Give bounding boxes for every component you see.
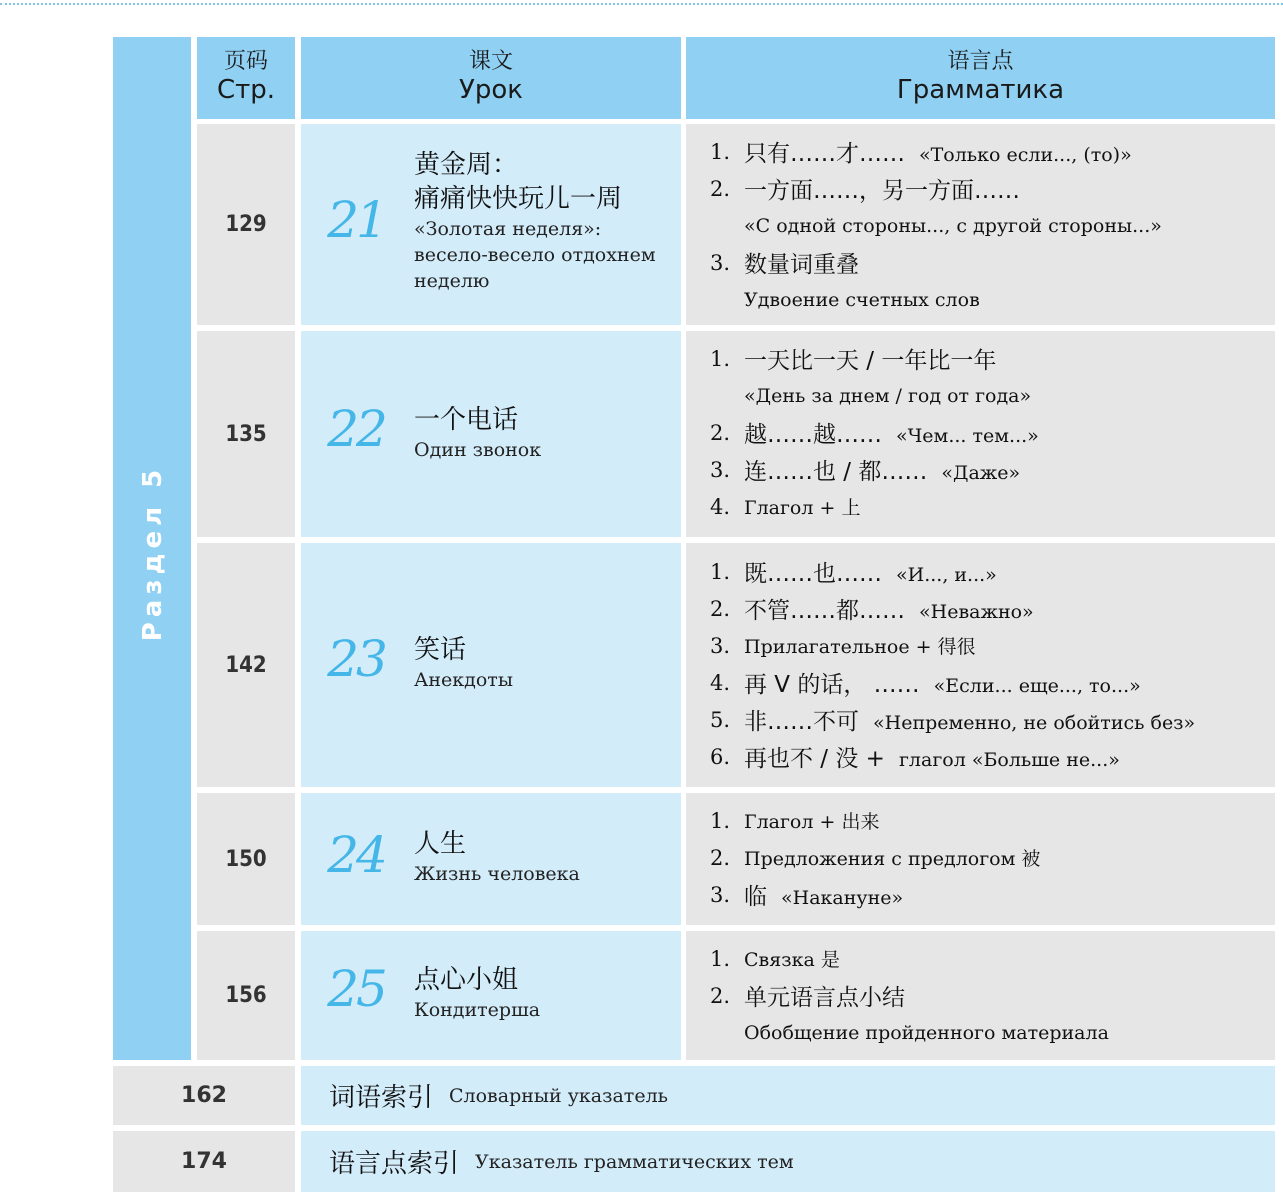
- grammar-cell: [686, 124, 1275, 325]
- grammar-translation: Удвоение счетных слов: [744, 288, 980, 311]
- grammar-index-row[interactable]: [301, 1131, 1275, 1192]
- lesson-row-23[interactable]: [301, 543, 681, 787]
- lesson-row-24[interactable]: [301, 793, 681, 925]
- header-grammar: [686, 37, 1275, 119]
- lesson-title-zh: 痛痛快快玩儿一周: [414, 184, 623, 214]
- grammar-num: 2.: [710, 983, 731, 1008]
- grammar-item: [710, 340, 1265, 377]
- grammar-translation: «С одной стороны..., с другой стороны...»: [744, 214, 1162, 237]
- grammar-item: [710, 627, 1265, 664]
- lesson-title-ru: Анекдоты: [414, 669, 513, 691]
- grammar-ru: «Неважно»: [919, 601, 1034, 623]
- grammar-zh: 一方面……，另一方面……: [744, 178, 1020, 204]
- grammar-item: [710, 170, 1265, 207]
- grammar-ru: Предложения с предлогом 被: [744, 848, 1041, 870]
- grammar-zh: 再也不 / 没 +: [744, 746, 885, 772]
- grammar-num: 1.: [710, 559, 731, 584]
- lesson-number: 25: [327, 960, 385, 1018]
- grammar-cell: [686, 331, 1275, 537]
- index-page-number[interactable]: 162: [113, 1066, 295, 1125]
- grammar-num: 1.: [710, 139, 731, 164]
- lesson-title-zh: 笑话: [414, 635, 467, 665]
- grammar-ru: Связка 是: [744, 949, 840, 971]
- lesson-number: 23: [327, 630, 385, 688]
- grammar-item: [710, 451, 1265, 488]
- page-number[interactable]: 156: [197, 931, 295, 1060]
- header-page: [197, 37, 295, 119]
- grammar-ru: «Непременно, не обойтись без»: [873, 712, 1196, 734]
- grammar-ru: Глагол + 出来: [744, 811, 880, 833]
- grammar-zh: 非……不可: [744, 709, 859, 735]
- header-lesson-zh: 课文: [468, 49, 513, 74]
- header-grammar-zh: 语言点: [947, 49, 1014, 74]
- grammar-cell: [686, 931, 1275, 1060]
- grammar-item: [710, 876, 1265, 913]
- lesson-title-zh: 一个电话: [414, 405, 519, 435]
- grammar-translation: «День за днем / год от года»: [744, 384, 1032, 407]
- grammar-num: 3.: [710, 457, 731, 482]
- grammar-ru: Глагол + 上: [744, 497, 861, 519]
- grammar-zh: 临: [744, 884, 767, 910]
- grammar-item: [710, 553, 1265, 590]
- index-title-ru: Указатель грамматических тем: [475, 1150, 794, 1173]
- dotted-top-border: [0, 3, 1283, 5]
- grammar-ru: Прилагательное + 得很: [744, 636, 976, 658]
- grammar-num: 3.: [710, 250, 731, 275]
- grammar-cell: [686, 793, 1275, 925]
- index-title-zh: 词语索引: [329, 1083, 434, 1113]
- grammar-num: 2.: [710, 176, 731, 201]
- page-number[interactable]: 142: [197, 543, 295, 787]
- lesson-title-zh: 黄金周：: [414, 150, 519, 180]
- grammar-item: [710, 133, 1265, 170]
- grammar-ru: глагол «Больше не...»: [898, 749, 1120, 771]
- grammar-item: [710, 977, 1265, 1014]
- grammar-num: 4.: [710, 494, 731, 519]
- grammar-ru: «Чем... тем...»: [896, 425, 1039, 447]
- grammar-item: [710, 802, 1265, 839]
- grammar-num: 6.: [710, 744, 731, 769]
- grammar-translation: Обобщение пройденного материала: [744, 1021, 1109, 1044]
- grammar-num: 1.: [710, 808, 731, 833]
- grammar-item: [710, 738, 1265, 775]
- grammar-num: 3.: [710, 882, 731, 907]
- grammar-zh: 一天比一天 / 一年比一年: [744, 348, 997, 374]
- grammar-num: 2.: [710, 845, 731, 870]
- grammar-zh: 单元语言点小结: [744, 985, 905, 1011]
- header-page-ru: Стр.: [216, 75, 276, 105]
- lesson-title-zh: 人生: [414, 829, 467, 859]
- grammar-zh: 既……也……: [744, 561, 882, 587]
- lesson-title-ru: неделю: [414, 270, 490, 292]
- grammar-item: [710, 414, 1265, 451]
- index-title-ru: Словарный указатель: [449, 1084, 668, 1107]
- grammar-item: [710, 701, 1265, 738]
- page-number[interactable]: 150: [197, 793, 295, 925]
- lesson-title-zh: 点心小姐: [414, 965, 519, 995]
- grammar-zh: 再 V 的话， ……: [744, 672, 920, 698]
- grammar-num: 2.: [710, 596, 731, 621]
- lesson-row-22[interactable]: [301, 331, 681, 537]
- header-lesson-ru: Урок: [459, 75, 523, 105]
- grammar-zh: 只有……才……: [744, 141, 905, 167]
- grammar-num: 5.: [710, 707, 731, 732]
- grammar-num: 4.: [710, 670, 731, 695]
- lesson-title-ru: Кондитерша: [414, 999, 541, 1021]
- section-label: Раздел 5: [138, 464, 168, 642]
- lesson-number: 22: [327, 400, 385, 458]
- grammar-zh: 数量词重叠: [744, 252, 859, 278]
- grammar-item: [710, 940, 1265, 977]
- grammar-zh: 越……越……: [744, 422, 882, 448]
- grammar-cell: [686, 543, 1275, 787]
- lesson-number: 21: [327, 191, 385, 249]
- grammar-item: [710, 488, 1265, 525]
- page-number[interactable]: 135: [197, 331, 295, 537]
- header-page-zh: 页码: [223, 49, 268, 74]
- grammar-zh: 不管……都……: [744, 598, 905, 624]
- index-page-number[interactable]: 174: [113, 1131, 295, 1192]
- grammar-item: [710, 244, 1265, 281]
- grammar-ru: «Накануне»: [781, 887, 904, 909]
- grammar-ru: «Только если..., (то)»: [919, 144, 1132, 166]
- grammar-num: 1.: [710, 346, 731, 371]
- lesson-row-21[interactable]: [301, 124, 681, 325]
- index-title-zh: 语言点索引: [329, 1149, 460, 1179]
- header-grammar-ru: Грамматика: [896, 75, 1065, 105]
- page-number[interactable]: 129: [197, 124, 295, 325]
- vocabulary-index-row[interactable]: [301, 1066, 1275, 1125]
- grammar-ru: «Если... еще..., то...»: [933, 675, 1141, 697]
- grammar-item: [710, 839, 1265, 876]
- lesson-title-ru: «Золотая неделя»:: [414, 218, 602, 240]
- lesson-number: 24: [327, 826, 385, 884]
- lesson-title-ru: Жизнь человека: [414, 863, 580, 885]
- grammar-item: [710, 590, 1265, 627]
- grammar-num: 3.: [710, 633, 731, 658]
- grammar-num: 2.: [710, 420, 731, 445]
- lesson-row-25[interactable]: [301, 931, 681, 1060]
- header-lesson: [301, 37, 681, 119]
- grammar-ru: «Даже»: [941, 462, 1021, 484]
- grammar-num: 1.: [710, 946, 731, 971]
- lesson-title-ru: весело-весело отдохнем: [414, 244, 656, 266]
- grammar-ru: «И..., и...»: [896, 564, 997, 586]
- grammar-item: [710, 664, 1265, 701]
- lesson-title-ru: Один звонок: [414, 439, 542, 461]
- grammar-zh: 连……也 / 都……: [744, 459, 928, 485]
